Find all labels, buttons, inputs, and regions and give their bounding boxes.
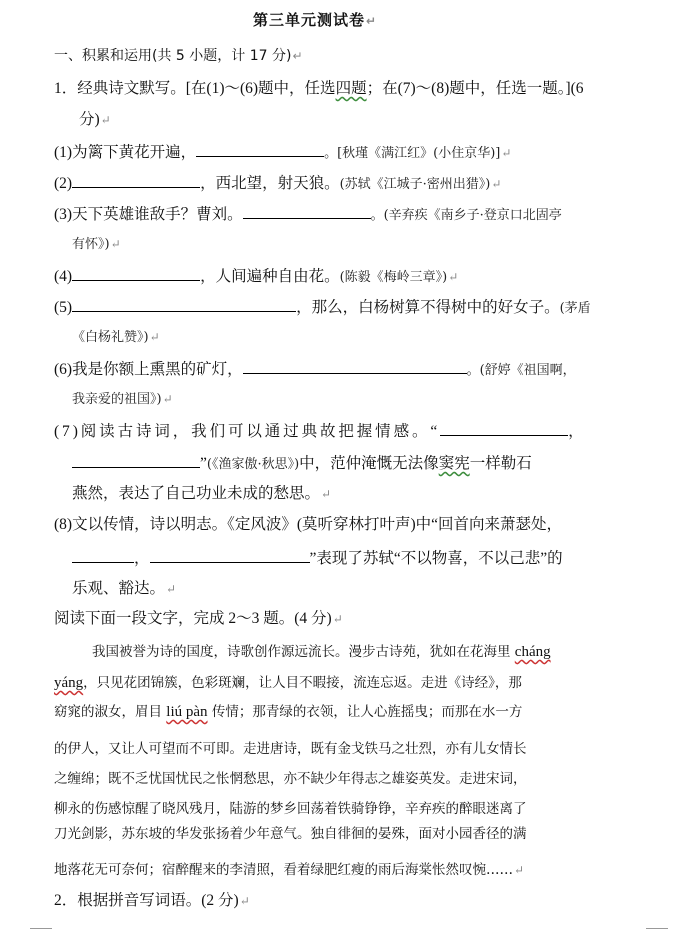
- q1-item-3-cont: 有怀》)↵: [72, 237, 121, 252]
- answer-blank[interactable]: [440, 420, 568, 436]
- q1-item-7: (7)阅读古诗词，我们可以通过典故把握情感。“ ，: [54, 420, 587, 442]
- pinyin-prompt: yáng: [54, 675, 84, 691]
- q1-item-4: (4) ，人间遍种自由花。(陈毅《梅岭三章》)↵: [54, 265, 458, 288]
- page-corner-mark: [30, 928, 52, 929]
- answer-blank[interactable]: [72, 172, 200, 188]
- q1-item-7-end: 燕然，表达了自己功业未成的愁思。↵: [72, 485, 332, 502]
- q1-item-8-cont: ， ”表现了苏轼“不以物喜，不以己悲”的: [72, 547, 563, 569]
- page-corner-mark: [646, 928, 668, 929]
- grammar-flag: 窦宪: [438, 455, 470, 472]
- paragraph-mark: ↵: [366, 14, 378, 28]
- answer-blank[interactable]: [243, 203, 371, 219]
- passage-line-1: 我国被誉为诗的国度，诗歌创作源远流长。漫步古诗苑，犹如在花海里 cháng: [92, 644, 551, 660]
- q1-stem-cont: 分)↵: [79, 111, 111, 128]
- q1-item-6: (6)我是你额上熏黑的矿灯， 。(舒婷《祖国啊，: [54, 358, 576, 381]
- section-heading: 一、积累和运用(共 5 小题，计 17 分)↵: [54, 48, 303, 64]
- q1-item-2: (2) ，西北望，射天狼。(苏轼《江城子·密州出猎》)↵: [54, 172, 501, 195]
- passage-line-2: yáng，只见花团锦簇，色彩斑斓，让人目不暇接，流连忘返。走进《诗经》，那: [54, 675, 522, 691]
- q1-item-6-cont: 我亲爱的祖国》)↵: [72, 392, 173, 407]
- q1-item-5-cont: 《白杨礼赞》)↵: [72, 330, 160, 345]
- q1-item-3: (3)天下英雄谁敌手？曹刘。 。(辛弃疾《南乡子·登京口北固亭: [54, 203, 562, 226]
- answer-blank[interactable]: [243, 358, 467, 374]
- q1-stem: 1．经典诗文默写。[在(1)～(6)题中，任选四题；在(7)～(8)题中，任选一题。](6: [54, 80, 584, 97]
- pinyin-prompt: cháng: [514, 644, 551, 660]
- passage-line-3: 窈窕的淑女，眉目 liú pàn 传情；那青绿的衣领，让人心旌摇曳；而那在水一方: [54, 704, 523, 720]
- passage-line-5: 之缠绵；既不乏忧国忧民之怅惘愁思，亦不缺少年得志之雄姿英发。走进宋词，: [54, 771, 527, 787]
- answer-blank[interactable]: [150, 547, 310, 563]
- answer-blank[interactable]: [196, 141, 324, 157]
- pinyin-prompt: liú pàn: [166, 704, 208, 720]
- passage-line-7: 刀光剑影，苏东坡的华发张扬着少年意气。独自徘徊的晏殊，面对小园香径的满: [54, 826, 527, 842]
- passage-line-4: 的伊人，又让人可望而不可即。走进唐诗，既有金戈铁马之壮烈，亦有儿女情长: [54, 741, 527, 757]
- answer-blank[interactable]: [72, 452, 200, 468]
- passage-line-6: 柳永的伤感惊醒了晓风残月，陆游的梦乡回荡着铁骑铮铮，辛弃疾的醉眼迷离了: [54, 801, 527, 817]
- answer-blank[interactable]: [72, 296, 296, 312]
- passage-line-8: 地落花无可奈何；宿醉醒来的李清照，看着绿肥红瘦的雨后海棠怅然叹惋……↵: [54, 862, 525, 878]
- q1-item-1: (1)为篱下黄花开遍， 。[秋瑾《满江红》(小住京华)]↵: [54, 141, 511, 164]
- q1-item-8-end: 乐观、豁达。↵: [72, 580, 177, 597]
- q1-item-5: (5) ，那么，白杨树算不得树中的好女子。(茅盾: [54, 296, 591, 319]
- answer-blank[interactable]: [72, 547, 134, 563]
- reading-intro: 阅读下面一段文字，完成 2～3 题。(4 分)↵: [54, 610, 343, 627]
- q2-stem: 2．根据拼音写词语。(2 分)↵: [54, 892, 250, 909]
- q1-item-7-cont: ”(《渔家傲·秋思》)中，范仲淹慨无法像窦宪一样勒石: [72, 452, 532, 475]
- answer-blank[interactable]: [72, 265, 200, 281]
- grammar-flag: 四题: [335, 80, 367, 97]
- q1-item-8: (8)文以传情，诗以明志。《定风波》(莫听穿林打叶声)中“回首向来萧瑟处，: [54, 516, 563, 533]
- page-title: 第三单元测试卷↵: [253, 11, 378, 29]
